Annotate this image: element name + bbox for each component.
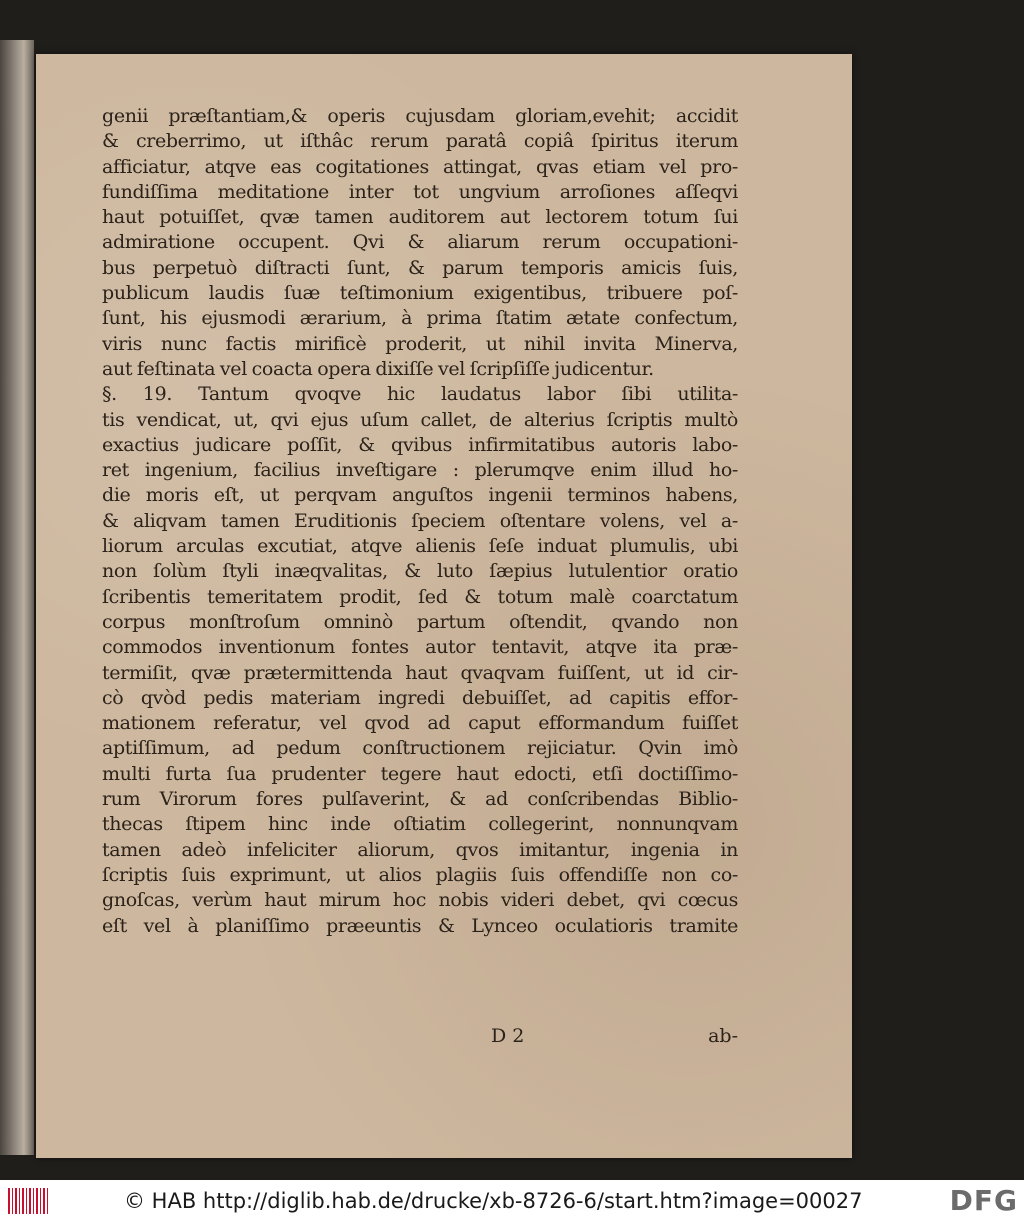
text-line: ſcribentis temeritatem prodit, ſed & totum malè coarctatum bbox=[102, 585, 738, 608]
text-line: publicum laudis ſuæ teſtimonium exigentibus, tribuere poſ- bbox=[102, 282, 738, 305]
copyright-link[interactable]: © HAB http://diglib.hab.de/drucke/xb-8726-6/start.htm?image=00027 bbox=[124, 1188, 863, 1213]
book-edge bbox=[0, 40, 34, 1155]
viewer-footer-bar bbox=[0, 1180, 1024, 1221]
text-line: ret ingenium, facilius inveſtigare : plerumqve enim illud ho- bbox=[102, 459, 738, 482]
text-line: corpus monſtroſum omninò partum oſtendit, qvando non bbox=[102, 610, 738, 633]
text-line: gnoſcas, verùm haut mirum hoc nobis videri debet, qvi cœcus bbox=[102, 889, 738, 912]
text-line: tamen adeò infeliciter aliorum, qvos imitantur, ingenia in bbox=[102, 838, 738, 861]
text-line: afficiatur, atqve eas cogitationes attingat, qvas etiam vel pro- bbox=[102, 155, 738, 178]
text-line: eſt vel à planiſſimo præeuntis & Lynceo oculatioris tramite bbox=[102, 914, 738, 937]
text-line: & aliqvam tamen Eruditionis ſpeciem oſtentare volens, vel a- bbox=[102, 509, 738, 532]
text-line: mationem referatur, vel qvod ad caput efformandum fuiſſet bbox=[102, 712, 738, 735]
text-line: multi furta ſua prudenter tegere haut edocti, etſi doctiſſimo- bbox=[102, 762, 738, 785]
text-line: tis vendicat, ut, qvi ejus uſum callet, de alterius ſcriptis multò bbox=[102, 408, 738, 431]
text-line: admiratione occupent. Qvi & aliarum rerum occupationi- bbox=[102, 231, 738, 254]
text-line: termiſit, qvæ prætermittenda haut qvaqvam fuiſſent, ut id cir- bbox=[102, 661, 738, 684]
book-page bbox=[36, 54, 852, 1158]
text-line: cò qvòd pedis materiam ingredi debuiſſet, ad capitis effor- bbox=[102, 686, 738, 709]
text-line: viris nunc factis mirificè proderit, ut nihil invita Minerva, bbox=[102, 332, 738, 355]
text-line: ſunt, his ejusmodi ærarium, à prima ſtatim ætate confectum, bbox=[102, 307, 738, 330]
text-line: liorum arculas excutiat, atqve alienis ſeſe induat plumulis, ubi bbox=[102, 535, 738, 558]
text-line: commodos inventionum fontes autor tentavit, atqve ita præ- bbox=[102, 636, 738, 659]
text-line: non ſolùm ſtyli inæqvalitas, & luto ſæpius lutulentior oratio bbox=[102, 560, 738, 583]
text-line: thecas ſtipem hinc inde oſtiatim collegerint, nonnunqvam bbox=[102, 813, 738, 836]
signature-mark: D 2 bbox=[491, 1025, 525, 1047]
text-line: bus perpetuò diſtracti ſunt, & parum temporis amicis ſuis, bbox=[102, 256, 738, 279]
text-line: aut feſtinata vel coacta opera dixiſſe vel ſcripſiſſe judicentur. bbox=[102, 357, 654, 380]
barcode-icon bbox=[8, 1188, 50, 1214]
page-footer bbox=[102, 1025, 738, 1051]
text-line: aptiſſimum, ad pedum conſtructionem rejiciatur. Qvin imò bbox=[102, 737, 738, 760]
text-line: fundiſſima meditatione inter tot ungvium arroſiones aſſeqvi bbox=[102, 180, 738, 203]
text-line: die moris eſt, ut perqvam anguſtos ingenii terminos habens, bbox=[102, 484, 738, 507]
text-line: & creberrimo, ut iſthâc rerum paratâ copiâ ſpiritus iterum bbox=[102, 130, 738, 153]
text-line: ſcriptis ſuis exprimunt, ut alios plagiis ſuis offendiſſe non co- bbox=[102, 863, 738, 886]
dfg-logo: DFG bbox=[949, 1184, 1018, 1217]
page-text bbox=[102, 104, 738, 939]
text-line: genii præſtantiam,& operis cujusdam gloriam,evehit; accidit bbox=[102, 105, 738, 127]
text-line: exactius judicare poſſit, & qvibus infirmitatibus autoris labo- bbox=[102, 433, 738, 456]
text-line: haut potuiſſet, qvæ tamen auditorem aut lectorem totum ſui bbox=[102, 206, 738, 229]
text-line: rum Virorum fores pulſaverint, & ad conſcribendas Biblio- bbox=[102, 788, 738, 811]
text-line: §. 19. Tantum qvoqve hic laudatus labor ſibi utilita- bbox=[102, 383, 738, 406]
catchword: ab- bbox=[708, 1025, 738, 1047]
